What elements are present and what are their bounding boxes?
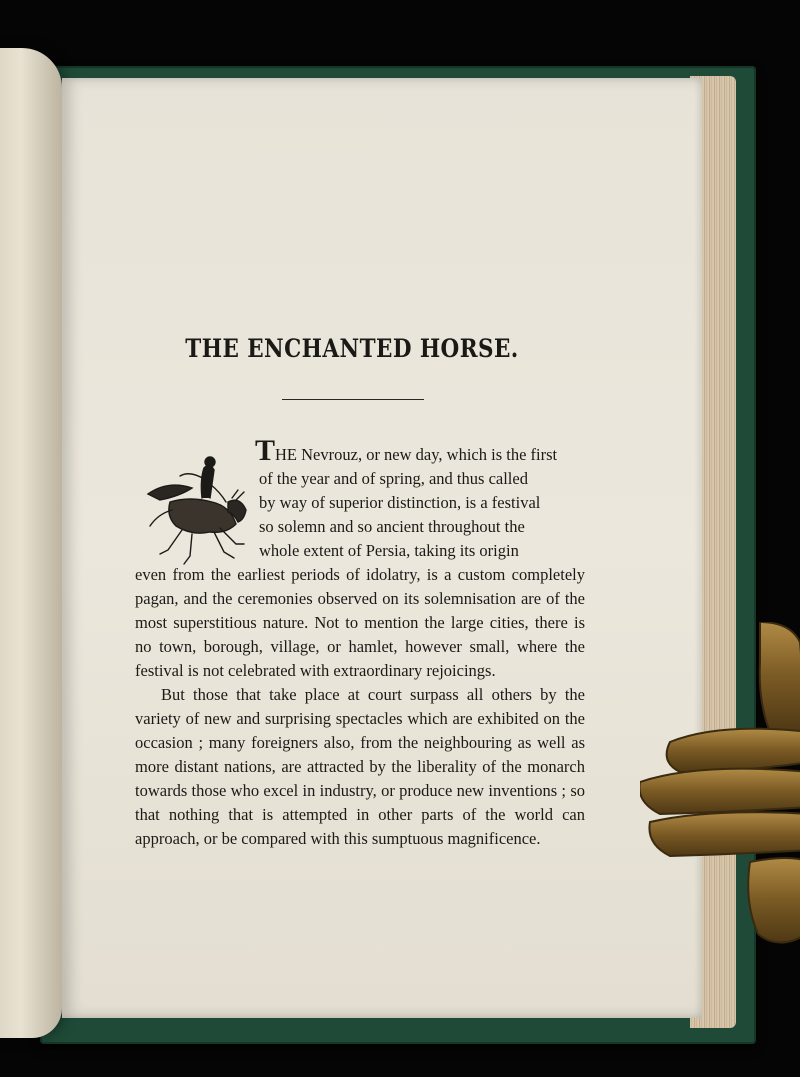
chapter-body-text: [135, 434, 585, 851]
paragraph-2: But those that take place at court surpass all others by the variety of new and surprising spectacles which are exhibited on the occasion ; many foreigners also, from the neighbouring as well as more distant nations, are attracted by the liberality of the monarch towards those who excel in industry, or produce new inventions ; so that nothing that is attempted in other parts of the world can approach, or be compared with this sumptuous magnificence.: [135, 685, 585, 848]
body-line-3: by way of superior distinction, is a festival: [259, 493, 541, 512]
book-page: [62, 78, 702, 1018]
chapter-title: THE ENCHANTED HORSE.: [185, 334, 519, 363]
paragraph-1-continued: even from the earliest periods of idolatry, is a custom completely pagan, and the ceremonies observed on its solemnisation are of the most superstitious nature. Not to mention the large cities, there is no town, borough, village, or hamlet, however small, where the festival is not celebrated with extraordinary rejoicings.: [135, 565, 585, 680]
body-line-4: so solemn and so ancient throughout the: [259, 517, 525, 536]
body-line-2: of the year and of spring, and thus called: [259, 469, 528, 488]
body-line-1: THE Nevrouz, or new day, which is the first: [255, 434, 558, 467]
paragraph-1: [135, 434, 585, 683]
body-line-5: whole extent of Persia, taking its origin: [259, 541, 519, 560]
left-page-curl: [0, 48, 62, 1038]
title-rule: [282, 399, 424, 400]
drop-cap: T: [255, 434, 276, 467]
brass-hand-page-clip: [640, 622, 800, 952]
